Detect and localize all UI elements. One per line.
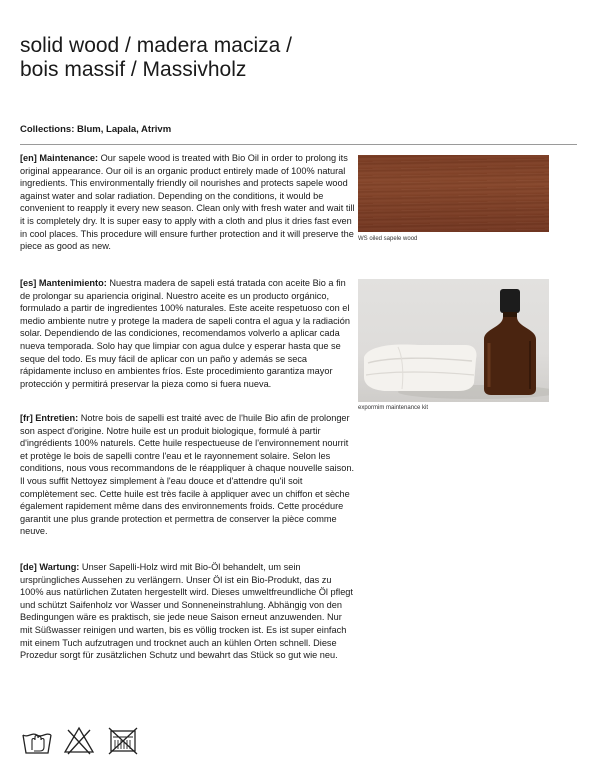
- section-de-text: Unser Sapelli-Holz wird mit Bio-Öl behandelt, um sein ursprüngliches Aussehen zu verlängern. Unser Öl ist ein Bio-Produkt, das zu 100% aus natürlichen Zutaten hergestellt wird. Dieses umweltfreundliche Öl pflegt und schützt Saifenholz vor Wasser und Sonneneinstrahlung. Abhängig von den Bedingungen wäre es praktisch, sie jede neue Saison erneut anzuwenden. Nur mit Süßwasser reinigen und warten, bis es völlig trocken ist. Es ist super einfach mit einem Tuch aufzutragen und trocknet auch an kühlen Orten schnell. Diese Prozedur sorgt für zusätzlichen Schutz und bewahrt das Stück so gut wie neu.: [20, 562, 353, 661]
- do-not-bleach-icon: [62, 723, 96, 757]
- cloth-shape: [364, 345, 477, 392]
- sapele-wood-image: [358, 155, 549, 232]
- section-es: [20, 277, 356, 390]
- title-line-2: bois massif / Massivholz: [20, 58, 247, 81]
- page-title: [20, 34, 440, 82]
- kit-image-caption: expormim maintenance kit: [358, 405, 429, 411]
- title-line-1: solid wood / madera maciza /: [20, 34, 292, 57]
- section-de: [20, 561, 356, 662]
- oil-bottle-shape: [484, 289, 536, 395]
- section-fr-text: Notre bois de sapelli est traité avec de l'huile Bio afin de prolonger son aspect d'origine. Notre huile est un produit biologique, formulé à partir d'ingrédients 100% naturels. Cette huile respectueuse de l'environnement nourrit et protège le bois de sapelli contre l'eau et le rayonnement solaire. Selon les conditions, nous vous recommandons de le réappliquer à chaque nouvelle saison. Il vous suffit Nettoyez simplement à l'eau douce et d'attendre qu'il soit complètement sec. Cette huile est très facile à appliquer avec un chiffon et sèche également rapidement même dans des environnements froids. Cette procédure garantit une plus grande protection et permettra de conserver la pièce comme neuve.: [20, 413, 355, 537]
- section-es-text: Nuestra madera de sapeli está tratada con aceite Bio a fin de prolongar su apariencia original. Nuestro aceite es un producto orgánico, formulado a partir de ingredientes 100% naturales. Este aceite respetuoso con el medio ambiente nutre y protege la madera de sapeli contra el agua y la radiación solar. Dependiendo de las condiciones, recomendamos volverlo a aplicar cada nueva temporada. Solo hay que limpiar con agua dulce y esperar hasta que se seque del todo. Es muy fácil de aplicar con un paño y además se seca rápidamente incluso en ambientes fríos. Este procedimiento garantiza mayor protección y permitirá preservar la pieza como si fuera nueva.: [20, 278, 350, 389]
- section-en-text: Our sapele wood is treated with Bio Oil in order to prolong its original appearance. Our oil is an organic product entirely made of 100% natural ingredients. This environmentally friendly oil nourishes and protects sapele wood against water and solar radiation. Depending on the conditions, it would be convenient to reapply it every new season. Clean only with fresh water and wait till it is completely dry. It is super easy to apply with a cloth and plus it dries fast even in cool places. This procedure will ensure further protection and it will preserve the piece as good as new.: [20, 153, 355, 252]
- hand-wash-icon: [20, 723, 54, 757]
- do-not-tumble-dry-icon: [106, 723, 140, 757]
- divider: [20, 144, 577, 145]
- section-fr-label: [fr] Entretien:: [20, 413, 79, 423]
- section-en-label: [en] Maintenance:: [20, 153, 99, 163]
- section-es-label: [es] Mantenimiento:: [20, 278, 107, 288]
- section-de-label: [de] Wartung:: [20, 562, 80, 572]
- section-en: [20, 152, 356, 253]
- maintenance-kit-illustration: [358, 279, 549, 402]
- section-fr: [20, 412, 356, 538]
- collections-label: Collections: Blum, Lapala, Atrivm: [20, 124, 172, 135]
- wood-image-caption: WS oiled sapele wood: [358, 236, 418, 242]
- maintenance-kit-image: [358, 279, 549, 402]
